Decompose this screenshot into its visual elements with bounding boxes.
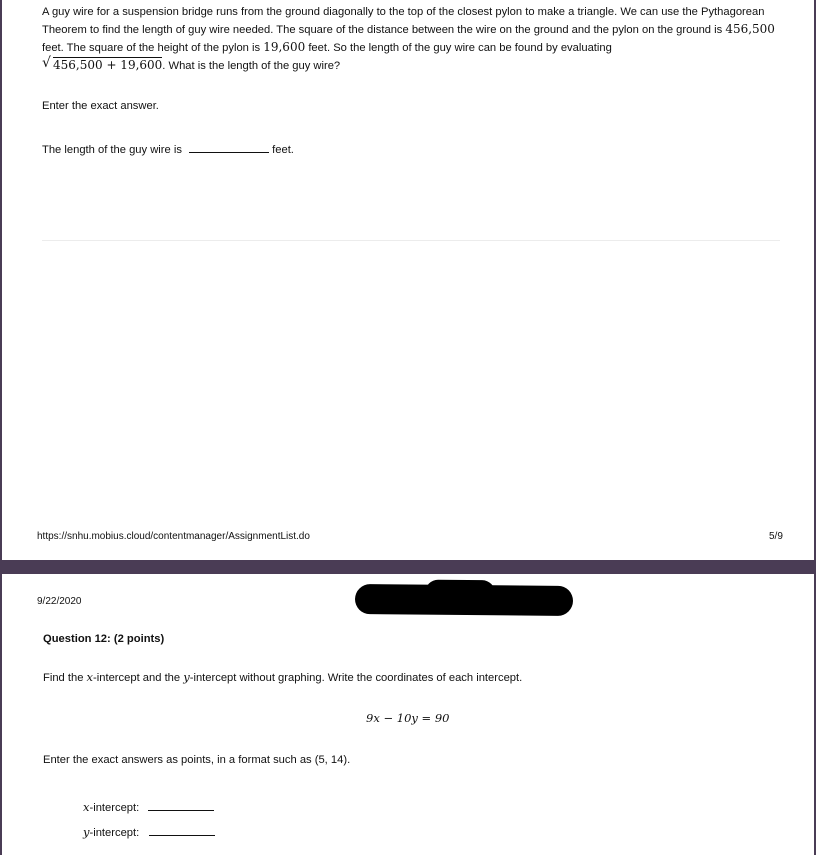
question-title: Question 12: (2 points) — [43, 633, 165, 645]
prompt-part-1: Find the — [43, 672, 87, 684]
y-intercept-variable: y — [83, 825, 90, 839]
question-prompt — [43, 669, 522, 687]
equation: 9x − 10y = 90 — [366, 711, 450, 725]
answer-suffix: feet. — [272, 144, 294, 156]
radical-sign: √ — [42, 55, 51, 71]
square-root-expression — [42, 57, 162, 75]
section-divider — [42, 240, 780, 241]
answer-instruction: Enter the exact answers as points, in a format such as (5, 14). — [43, 754, 351, 766]
y-intercept-row — [83, 823, 215, 842]
prompt-x-variable: x — [86, 670, 94, 684]
prompt-y-variable: y — [183, 670, 190, 684]
answer-line — [42, 140, 294, 159]
guy-wire-length-answer-blank[interactable] — [189, 140, 269, 153]
header-date: 9/22/2020 — [37, 596, 82, 607]
x-intercept-answer-blank[interactable] — [148, 798, 214, 811]
y-intercept-label: -intercept: — [89, 827, 140, 839]
problem-text-part-4: . What is the length of the guy wire? — [162, 60, 341, 72]
instruction-text: Enter the exact answer. — [42, 100, 159, 112]
problem-text-part-1: A guy wire for a suspension bridge runs from the ground diagonally to the top of the closest pylon to make a triangle. We can use the Pythagorean Theorem to find the length of guy wire needed. The square of the distance between the wire on the ground and the pylon on the ground is — [42, 6, 765, 36]
footer-url: https://snhu.mobius.cloud/contentmanager/AssignmentList.do — [37, 531, 310, 542]
x-intercept-row — [83, 798, 214, 817]
footer-page-number: 5/9 — [769, 531, 783, 542]
x-intercept-variable: x — [83, 800, 90, 814]
problem-text — [42, 4, 777, 75]
problem-text-part-2: feet. The square of the height of the pylon is — [42, 42, 264, 54]
y-intercept-answer-blank[interactable] — [149, 823, 215, 836]
prompt-part-2: -intercept and the — [93, 672, 184, 684]
page-2 — [0, 574, 816, 855]
answer-prefix: The length of the guy wire is — [42, 144, 182, 156]
prompt-part-3: -intercept without graphing. Write the coordinates of each intercept. — [189, 672, 523, 684]
redaction-mark — [355, 584, 573, 616]
x-intercept-label: -intercept: — [89, 802, 140, 814]
left-edge-border — [0, 0, 2, 855]
page-separator — [0, 560, 816, 574]
distance-squared-value: 456,500 — [725, 22, 775, 36]
radicand: 456,500 + 19,600 — [53, 58, 163, 72]
problem-text-part-3: feet. So the length of the guy wire can be found by evaluating — [305, 42, 612, 54]
height-squared-value: 19,600 — [263, 40, 306, 54]
